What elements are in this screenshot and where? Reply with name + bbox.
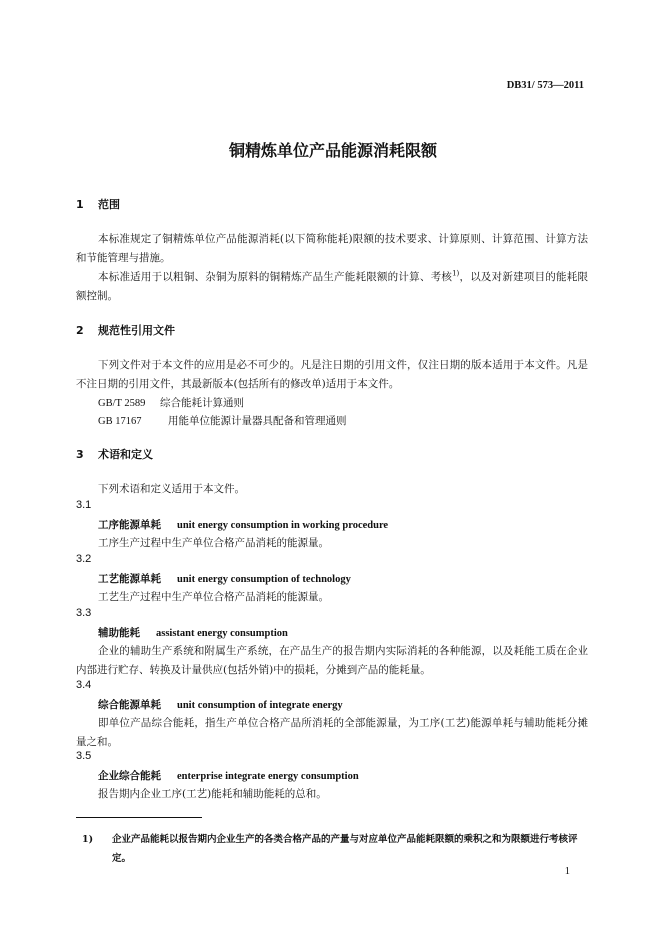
- section-2-paragraph: 下列文件对于本文件的应用是必不可少的。凡是注日期的引用文件，仅注日期的版本适用于本文件。凡是不注日期的引用文件，其最新版本(包括所有的修改单)适用于本文件。: [76, 359, 588, 390]
- footnote-text: 企业产品能耗以报告期内企业生产的各类合格产品的产量与对应单位产品能耗限额的乘积之和为限额进行考核评定。: [112, 834, 578, 864]
- term-chinese: 工艺能源单耗: [98, 573, 161, 585]
- reference-code: GB/T 2589: [98, 398, 146, 409]
- section-1-heading: [76, 196, 120, 212]
- term-chinese: 综合能源单耗: [98, 699, 161, 711]
- term-definition: 即单位产品综合能耗，指生产单位合格产品所消耗的全部能源量，为工序(工艺)能源单耗与辅助能耗分摊量之和。: [76, 717, 588, 748]
- term-number: 3.3: [76, 607, 92, 619]
- term-entry: [98, 625, 288, 640]
- term-entry: [98, 768, 359, 783]
- section-number: 3: [76, 448, 84, 461]
- term-definition: 报告期内企业工序(工艺)能耗和辅助能耗的总和。: [98, 788, 327, 800]
- footnote-number: 1): [82, 834, 94, 845]
- section-2-heading: [76, 322, 175, 338]
- footnote: [82, 830, 588, 868]
- section-3-heading: [76, 446, 153, 462]
- reference-item: [98, 395, 244, 410]
- reference-item: [98, 413, 347, 428]
- document-code: DB31/ 573—2011: [506, 80, 584, 91]
- term-english: unit energy consumption in working procedure: [177, 520, 389, 531]
- term-chinese: 企业综合能耗: [98, 770, 161, 782]
- term-entry: [98, 517, 388, 532]
- term-number: 3.2: [76, 553, 92, 565]
- section-title: 术语和定义: [98, 448, 153, 461]
- section-title: 范围: [98, 198, 120, 211]
- section-number: 2: [76, 324, 84, 337]
- term-number: 3.1: [76, 499, 92, 511]
- term-chinese: 辅助能耗: [98, 627, 140, 639]
- footnote-divider: [76, 817, 202, 818]
- footnote-reference: 1): [452, 269, 460, 278]
- paragraph-text: 本标准适用于以粗铜、杂铜为原料的铜精炼产品生产能耗限额的计算、考核: [98, 271, 453, 283]
- reference-title: 综合能耗计算通则: [160, 397, 244, 409]
- term-number: 3.4: [76, 679, 92, 691]
- term-definition: 工艺生产过程中生产单位合格产品消耗的能源量。: [98, 591, 329, 603]
- term-number: 3.5: [76, 750, 92, 762]
- term-english: unit energy consumption of technology: [177, 574, 351, 585]
- page-title: 铜精炼单位产品能源消耗限额: [228, 141, 437, 160]
- page-number: 1: [564, 866, 570, 877]
- term-entry: [98, 571, 351, 586]
- reference-code: GB 17167: [98, 416, 142, 427]
- section-1-paragraph-1: 本标准规定了铜精炼单位产品能源消耗(以下简称能耗)限额的技术要求、计算原则、计算范围、计算方法和节能管理与措施。: [76, 233, 588, 264]
- section-1-paragraph-2: [76, 268, 588, 306]
- term-english: assistant energy consumption: [156, 628, 288, 639]
- reference-title: 用能单位能源计量器具配备和管理通则: [168, 415, 347, 427]
- section-number: 1: [76, 198, 84, 211]
- section-3-intro: 下列术语和定义适用于本文件。: [98, 483, 245, 495]
- paragraph-text: ，以及对新建项目的能耗限额控制。: [76, 271, 588, 302]
- term-entry: [98, 697, 343, 712]
- term-english: unit consumption of integrate energy: [177, 700, 343, 711]
- term-english: enterprise integrate energy consumption: [177, 771, 359, 782]
- term-chinese: 工序能源单耗: [98, 519, 161, 531]
- term-definition: 工序生产过程中生产单位合格产品消耗的能源量。: [98, 537, 329, 549]
- section-title: 规范性引用文件: [98, 324, 175, 337]
- term-definition: 企业的辅助生产系统和附属生产系统，在产品生产的报告期内实际消耗的各种能源，以及耗能工质在企业内部进行贮存、转换及计量供应(包括外销)中的损耗，分摊到产品的能耗量。: [76, 645, 588, 676]
